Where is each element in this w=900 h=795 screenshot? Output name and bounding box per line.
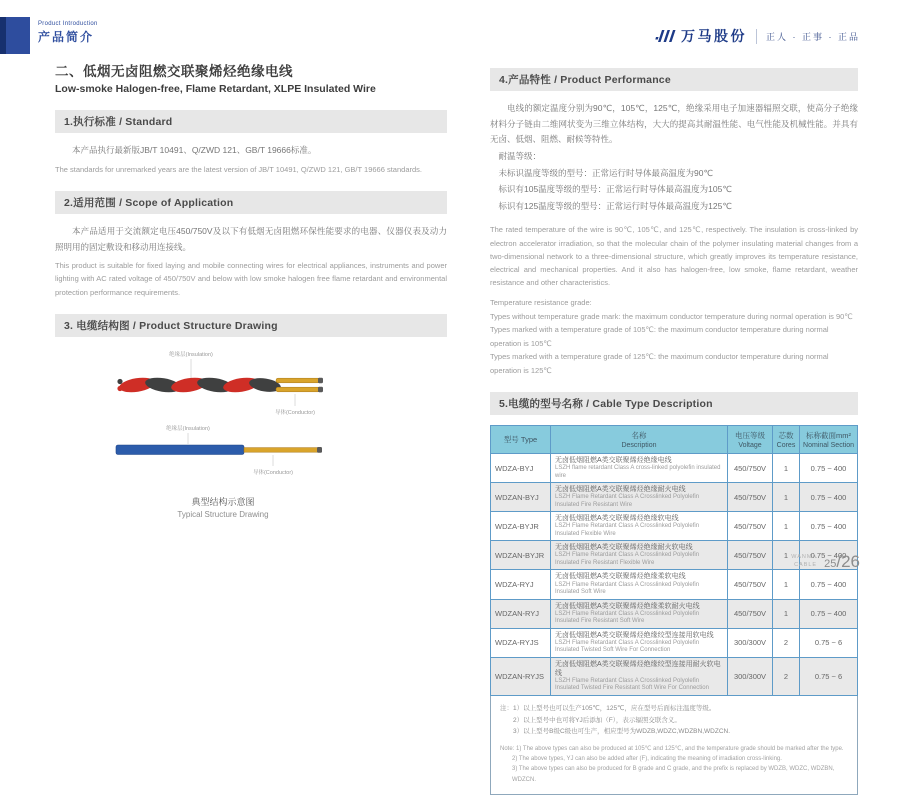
cell-voltage: 450/750V <box>728 541 773 570</box>
right-column <box>490 68 858 795</box>
note-zh: 2）以上型号中也可将YJ后添加（F），表示辐照交联含义。 <box>513 716 681 724</box>
table-row <box>491 628 858 657</box>
cell-model: WDZA-RYJ <box>491 570 551 599</box>
table-row <box>491 570 858 599</box>
cell-cores: 1 <box>773 483 800 512</box>
table-row <box>491 657 858 695</box>
col-header-type: 型号 Type <box>491 426 551 454</box>
conductor-label-1: 导体(Conductor) <box>274 409 316 416</box>
scope-body-en: This product is suitable for fixed laying and mobile connecting wires for electrical appliances, instruments and power lighting with AC rated voltage of 450/750V and below with low smoke halogen free flame retardant and environmental protection performance requirements. <box>55 261 447 297</box>
col-header-section: 标称截面mm² Nominal Section <box>800 426 858 454</box>
caption-zh: 典型结构示意图 <box>191 496 255 507</box>
cell-voltage: 450/750V <box>728 599 773 628</box>
standard-body-zh: 本产品执行最新版JB/T 10491、Q/ZWD 121、GB/T 19666标准。 <box>72 145 317 155</box>
cell-description: 无卤低烟阻燃A类交联聚烯烃绝缘耐火软电线 LSZH Flame Retardant Class A Crosslinked Polyolefin Insulated Fire Resistant Flexible Wire <box>551 541 728 570</box>
cell-section: 0.75 ~ 6 <box>800 628 858 657</box>
table-notes <box>490 696 858 795</box>
cell-description: 无卤低烟阻燃A类交联聚烯烃绝缘柔软电线 LSZH Flame Retardant Class A Crosslinked Polyolefin Insulated Soft Wire <box>551 570 728 599</box>
brand-header <box>655 26 860 46</box>
left-column <box>55 60 447 519</box>
twisted-wires <box>118 375 282 394</box>
table-row <box>491 483 858 512</box>
section-heading-scope: 2.适用范围 / Scope of Application <box>55 191 447 214</box>
note-en: 3) The above types can also be produced for B grade and C grade, and the prefix is replaced by WDZB, WDZC, WDZBN, WDZCN. <box>512 766 835 783</box>
cell-description: 无卤低烟阻燃A类交联聚烯烃绝缘绞型连接用耐火软电线 LSZH Flame Retardant Class A Crosslinked Polyolefin Insulated Twisted Fire Resistant Soft Wire For Connection <box>551 657 728 695</box>
cell-cores: 2 <box>773 628 800 657</box>
section-heading-performance: 4.产品特性 / Product Performance <box>490 68 858 91</box>
cell-voltage: 450/750V <box>728 570 773 599</box>
grade-line-en: Types without temperature grade mark: the maximum conductor temperature during normal operation is 90℃ <box>490 311 853 321</box>
caption-en: Typical Structure Drawing <box>177 509 269 519</box>
note-en: Note: 1) The above types can also be produced at 105℃ and 125℃, and the temperature grade should be marked after the type. <box>500 745 844 752</box>
table-row <box>491 512 858 541</box>
cell-model: WDZA-RYJS <box>491 628 551 657</box>
grade-line-zh: 未标识温度等级的型号：正常运行时导体最高温度为90℃ <box>498 167 714 178</box>
cell-cores: 1 <box>773 454 800 483</box>
footer-brand: WANMA CABLE <box>791 554 818 568</box>
cell-voltage: 450/750V <box>728 483 773 512</box>
bare-conductors <box>276 377 323 391</box>
cell-section: 0.75 ~ 400 <box>800 483 858 512</box>
cell-cores: 2 <box>773 657 800 695</box>
cell-voltage: 450/750V <box>728 512 773 541</box>
product-title-en: Low-smoke Halogen-free, Flame Retardant, XLPE Insulated Wire <box>55 83 376 95</box>
standard-body-en: The standards for unremarked years are the latest version of JB/T 10491, Q/ZWD 121, GB/T 19666 standards. <box>55 164 422 174</box>
note-zh: 3）以上型号B级C级也可生产，相应型号为WDZB,WDZC,WDZBN,WDZCN. <box>513 728 731 736</box>
grade-line-zh: 标识有105温度等级的型号：正常运行时导体最高温度为105℃ <box>498 184 732 195</box>
performance-body-zh: 电线的额定温度分别为90℃，105℃，125℃，绝缘采用电子加速器辐照交联，使高分子绝缘材料分子链由二维网状变为三维立体结构，大大的提高其耐温性能、电气性能及机械性能。并具有无卤、低烟、阻燃、耐候等特性。 <box>490 103 858 145</box>
blue-insulation <box>116 445 244 455</box>
cell-model: WDZAN-RYJS <box>491 657 551 695</box>
note-en: 2) The above types, YJ can also be added after (F), indicating the meaning of irradiation cross-linking. <box>512 756 782 763</box>
product-title-zh: 二、低烟无卤阻燃交联聚烯烃绝缘电线 <box>55 64 293 79</box>
note-zh: 注：1）以上型号也可以生产105℃，125℃，应在型号后面标注温度等级。 <box>500 704 716 712</box>
cell-section: 0.75 ~ 400 <box>800 541 858 570</box>
page-header <box>38 21 98 45</box>
brand-logo-text: 万马股份 <box>681 28 747 44</box>
page-number: 25/26 <box>824 552 860 571</box>
conductor-tip <box>317 447 322 453</box>
grade-line-en: Types marked with a temperature grade of 125℃: the maximum conductor temperature during normal operation is 125℃ <box>490 352 829 375</box>
cell-cores: 1 <box>773 512 800 541</box>
cell-description: 无卤低烟阻燃A类交联聚烯烃绝缘绞型连接用软电线 LSZH Flame Retardant Class A Crosslinked Polyolefin Insulated Twisted Soft Wire For Connection <box>551 628 728 657</box>
header-title: 产品简介 <box>38 30 95 44</box>
col-header-description: 名称 Description <box>551 426 728 454</box>
twisted-pair-drawing <box>113 347 333 421</box>
page-footer <box>791 552 860 572</box>
grade-title-en: Temperature resistance grade: <box>490 298 592 308</box>
cell-description: 无卤低烟阻燃A类交联聚烯烃绝缘软电线 LSZH Flame Retardant Class A Crosslinked Polyolefin Insulated Flexible Wire <box>551 512 728 541</box>
grade-title-zh: 耐温等级： <box>498 151 542 162</box>
cell-model: WDZA-BYJ <box>491 454 551 483</box>
cell-description: 无卤低烟阻燃A类交联聚烯烃绝缘柔软耐火电线 LSZH Flame Retardant Class A Crosslinked Polyolefin Insulated Fire Resistant Soft Wire <box>551 599 728 628</box>
cell-cores: 1 <box>773 541 800 570</box>
conductor-label-2: 导体(Conductor) <box>252 469 294 476</box>
cell-model: WDZAN-BYJ <box>491 483 551 512</box>
cell-section: 0.75 ~ 6 <box>800 657 858 695</box>
col-header-cores: 芯数 Cores <box>773 426 800 454</box>
insulation-label-2: 绝缘层(Insulation) <box>166 425 210 432</box>
section-heading-standard: 1.执行标准 / Standard <box>55 110 447 133</box>
brand-tagline: 正人 · 正事 · 正品 <box>766 31 860 42</box>
bare-conductor <box>244 447 320 452</box>
col-header-voltage: 电压等级 Voltage <box>728 426 773 454</box>
single-wire-drawing <box>113 421 333 487</box>
header-eyebrow: Product Introduction <box>38 21 98 27</box>
cell-section: 0.75 ~ 400 <box>800 570 858 599</box>
grade-line-en: Types marked with a temperature grade of 105℃: the maximum conductor temperature during normal operation is 105℃ <box>490 325 829 348</box>
corner-accent-block <box>0 17 30 54</box>
scope-body-zh: 本产品适用于交流额定电压450/750V及以下有低烟无卤阻燃环保性能要求的电器、仪器仪表及动力照明用的固定敷设和移动用连接线。 <box>55 225 447 252</box>
cell-model: WDZAN-RYJ <box>491 599 551 628</box>
brand-logo <box>655 26 747 46</box>
table-row <box>491 454 858 483</box>
cell-voltage: 300/300V <box>728 628 773 657</box>
cell-cores: 1 <box>773 570 800 599</box>
table-row <box>491 599 858 628</box>
cell-description: 无卤低烟阻燃A类交联聚烯烃绝缘耐火电线 LSZH Flame Retardant Class A Crosslinked Polyolefin Insulated Fire Resistant Wire <box>551 483 728 512</box>
wanma-logo-icon <box>655 29 677 43</box>
cell-description: 无卤低烟阻燃A类交联聚烯烃绝缘电线 LSZH flame retardant Class A cross-linked polyolefin insulated wire <box>551 454 728 483</box>
table-header-row <box>491 426 858 454</box>
cell-voltage: 450/750V <box>728 454 773 483</box>
section-heading-types: 5.电缆的型号名称 / Cable Type Description <box>490 392 858 415</box>
structure-drawings <box>113 347 333 519</box>
cell-section: 0.75 ~ 400 <box>800 599 858 628</box>
cell-voltage: 300/300V <box>728 657 773 695</box>
cell-model: WDZA-BYJR <box>491 512 551 541</box>
cell-model: WDZAN-BYJR <box>491 541 551 570</box>
section-heading-structure: 3. 电缆结构图 / Product Structure Drawing <box>55 314 447 337</box>
grade-line-zh: 标识有125温度等级的型号：正常运行时导体最高温度为125℃ <box>498 200 732 211</box>
cell-section: 0.75 ~ 400 <box>800 512 858 541</box>
cell-cores: 1 <box>773 599 800 628</box>
insulation-label-1: 绝缘层(Insulation) <box>169 351 213 358</box>
performance-body-en: The rated temperature of the wire is 90℃, 105℃, and 125℃, respectively. The insulation is cross-linked by electron accelerator irradiation, so that the molecular chain of the polymer insulating material changes from a two-dimensional network to a three-dimensional structure, which greatly improves its temperature resistance, electrical and mechanical properties. And it also has halogen-free, low smoke, flame retardant, weather resistance and other characteristics. <box>490 225 858 287</box>
cell-section: 0.75 ~ 400 <box>800 454 858 483</box>
brand-divider <box>756 29 757 44</box>
drawing-caption <box>113 495 333 519</box>
